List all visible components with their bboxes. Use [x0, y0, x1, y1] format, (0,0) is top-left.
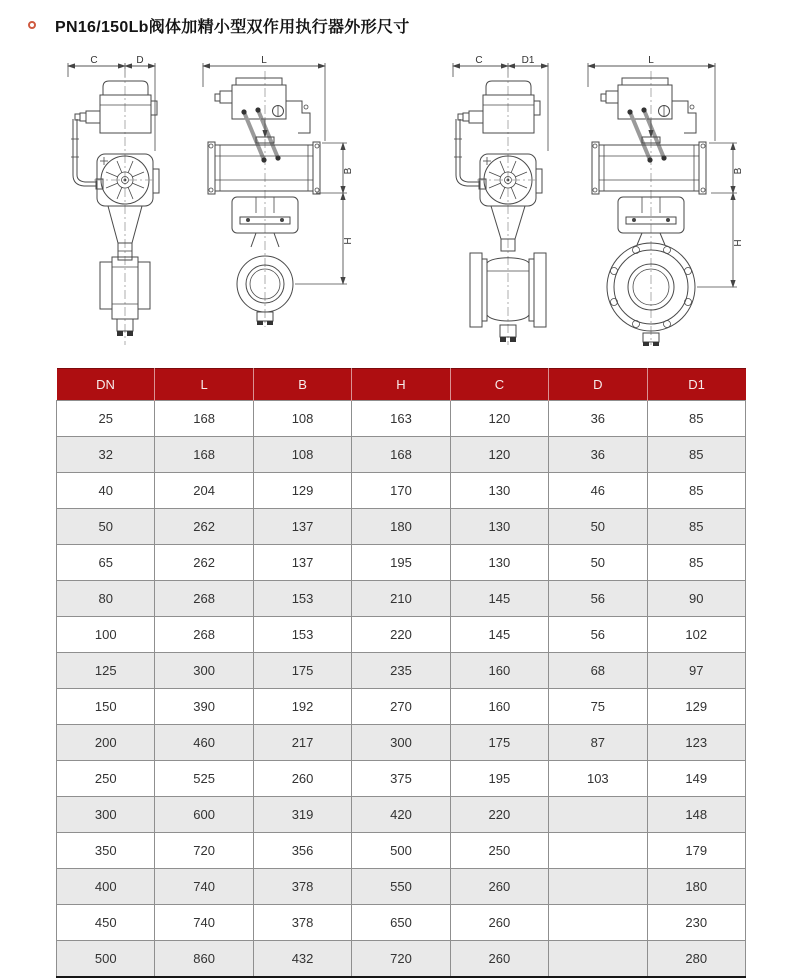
table-cell: 378 [253, 869, 351, 905]
table-cell: 356 [253, 833, 351, 869]
table-cell: 230 [647, 905, 745, 941]
table-cell: 650 [352, 905, 450, 941]
page-title: PN16/150Lb阀体加精小型双作用执行器外形尺寸 [55, 19, 410, 36]
table-cell: 145 [450, 617, 548, 653]
table-cell [549, 905, 647, 941]
table-cell: 153 [253, 581, 351, 617]
table-cell: 525 [155, 761, 253, 797]
feedback-pipe [71, 119, 103, 189]
dim-label-h: H [343, 237, 354, 245]
table-cell: 153 [253, 617, 351, 653]
table-cell: 130 [450, 545, 548, 581]
table-cell: 130 [450, 473, 548, 509]
table-cell: 319 [253, 797, 351, 833]
table-cell: 68 [549, 653, 647, 689]
table-cell: 378 [253, 905, 351, 941]
table-cell: 85 [647, 509, 745, 545]
table-cell: 600 [155, 797, 253, 833]
table-cell: 210 [352, 581, 450, 617]
table-cell: 168 [155, 437, 253, 473]
table-cell: 85 [647, 545, 745, 581]
table-cell: 129 [647, 689, 745, 725]
table-header-cell: B [253, 369, 351, 401]
table-cell: 160 [450, 653, 548, 689]
table-body [57, 401, 746, 978]
table-cell: 85 [647, 473, 745, 509]
table-cell: 130 [450, 509, 548, 545]
actuator-end-view [94, 154, 159, 206]
table-cell: 450 [57, 905, 155, 941]
table-cell: 390 [155, 689, 253, 725]
table-cell: 40 [57, 473, 155, 509]
dim-label-b: B [343, 167, 354, 175]
table-cell: 270 [352, 689, 450, 725]
table-cell: 87 [549, 725, 647, 761]
dim-label-l: L [261, 55, 267, 66]
table-cell: 120 [450, 437, 548, 473]
table-cell: 137 [253, 509, 351, 545]
table-row [57, 545, 746, 581]
table-cell: 460 [155, 725, 253, 761]
table-cell: 300 [352, 725, 450, 761]
feedback-pipe [454, 119, 486, 189]
positioner [75, 81, 157, 133]
table-cell: 148 [647, 797, 745, 833]
table-row [57, 401, 746, 437]
table-cell: 260 [450, 869, 548, 905]
table-cell: 175 [253, 653, 351, 689]
table-cell: 250 [450, 833, 548, 869]
table-cell: 85 [647, 437, 745, 473]
table-cell: 195 [450, 761, 548, 797]
table-cell: 720 [155, 833, 253, 869]
table-header-cell: C [450, 369, 548, 401]
table-cell: 220 [450, 797, 548, 833]
table-header-cell: H [352, 369, 450, 401]
table-row [57, 689, 746, 725]
table-cell: 500 [57, 941, 155, 978]
dim-label-l: L [648, 55, 654, 66]
table-row [57, 905, 746, 941]
table-cell: 97 [647, 653, 745, 689]
table-cell: 137 [253, 545, 351, 581]
table-row [57, 833, 746, 869]
table-header-cell: L [155, 369, 253, 401]
table-cell [549, 797, 647, 833]
dim-label-c: C [475, 55, 483, 66]
table-cell: 56 [549, 581, 647, 617]
table-cell: 145 [450, 581, 548, 617]
table-cell: 160 [450, 689, 548, 725]
table-row [57, 509, 746, 545]
table-cell: 192 [253, 689, 351, 725]
table-cell: 80 [57, 581, 155, 617]
table-cell: 179 [647, 833, 745, 869]
table-cell: 860 [155, 941, 253, 978]
table-cell: 129 [253, 473, 351, 509]
actuator-end-view [477, 154, 542, 206]
dim-label-c: C [90, 55, 98, 66]
table-cell: 400 [57, 869, 155, 905]
dimension-table [56, 368, 746, 978]
table-cell: 50 [57, 509, 155, 545]
table-row [57, 725, 746, 761]
table-cell: 125 [57, 653, 155, 689]
table-cell: 108 [253, 437, 351, 473]
positioner [458, 81, 540, 133]
table-cell: 220 [352, 617, 450, 653]
table-cell: 163 [352, 401, 450, 437]
table-cell: 250 [57, 761, 155, 797]
table-cell: 100 [57, 617, 155, 653]
table-cell: 150 [57, 689, 155, 725]
table-cell: 740 [155, 905, 253, 941]
table-cell: 123 [647, 725, 745, 761]
table-cell: 260 [450, 941, 548, 978]
table-row [57, 941, 746, 978]
table-row [57, 581, 746, 617]
table-cell: 204 [155, 473, 253, 509]
drawing-side-wafer [56, 57, 171, 349]
table-cell: 170 [352, 473, 450, 509]
drawing-front-wafer [198, 57, 358, 349]
drawing-front-flanged [583, 57, 748, 349]
table-cell: 36 [549, 401, 647, 437]
table-cell: 180 [647, 869, 745, 905]
table-cell: 36 [549, 437, 647, 473]
table-cell: 217 [253, 725, 351, 761]
table-cell: 65 [57, 545, 155, 581]
table-cell: 500 [352, 833, 450, 869]
table-cell: 720 [352, 941, 450, 978]
dim-label-d: D [136, 55, 144, 66]
dimension-table-grid [56, 368, 746, 978]
dimension-lines [588, 55, 744, 287]
table-cell: 350 [57, 833, 155, 869]
table-cell: 50 [549, 509, 647, 545]
actuator-cylinder [208, 142, 320, 194]
table-cell: 56 [549, 617, 647, 653]
dim-label-h: H [733, 239, 744, 247]
table-cell: 175 [450, 725, 548, 761]
table-row [57, 761, 746, 797]
actuator-cylinder [592, 142, 706, 194]
table-cell: 168 [155, 401, 253, 437]
table-cell: 25 [57, 401, 155, 437]
table-cell: 46 [549, 473, 647, 509]
dim-label-d1: D1 [521, 55, 535, 66]
table-header-cell: DN [57, 369, 155, 401]
table-cell: 420 [352, 797, 450, 833]
table-row [57, 437, 746, 473]
table-row [57, 617, 746, 653]
drawing-side-flanged [440, 57, 555, 349]
table-header-cell: D [549, 369, 647, 401]
table-cell: 432 [253, 941, 351, 978]
table-cell: 550 [352, 869, 450, 905]
table-cell: 262 [155, 545, 253, 581]
table-cell: 85 [647, 401, 745, 437]
table-cell: 375 [352, 761, 450, 797]
table-cell: 268 [155, 617, 253, 653]
table-cell: 262 [155, 509, 253, 545]
table-row [57, 869, 746, 905]
table-cell: 200 [57, 725, 155, 761]
table-cell: 75 [549, 689, 647, 725]
table-cell: 280 [647, 941, 745, 978]
table-cell: 260 [450, 905, 548, 941]
dim-label-b: B [733, 167, 744, 175]
technical-drawings [0, 0, 790, 365]
dimension-lines [68, 55, 155, 151]
table-cell: 108 [253, 401, 351, 437]
table-row [57, 473, 746, 509]
table-cell: 32 [57, 437, 155, 473]
table-cell [549, 833, 647, 869]
table-cell: 102 [647, 617, 745, 653]
table-cell: 90 [647, 581, 745, 617]
table-row [57, 797, 746, 833]
dimension-lines [203, 55, 354, 284]
table-cell: 168 [352, 437, 450, 473]
table-cell: 740 [155, 869, 253, 905]
table-cell: 103 [549, 761, 647, 797]
table-cell: 120 [450, 401, 548, 437]
table-cell: 180 [352, 509, 450, 545]
table-cell: 268 [155, 581, 253, 617]
table-cell [549, 941, 647, 978]
table-cell: 260 [253, 761, 351, 797]
table-header-row [57, 369, 746, 401]
table-cell: 50 [549, 545, 647, 581]
table-header-cell: D1 [647, 369, 745, 401]
table-cell: 195 [352, 545, 450, 581]
table-cell: 235 [352, 653, 450, 689]
table-cell: 300 [57, 797, 155, 833]
table-cell: 300 [155, 653, 253, 689]
table-cell: 149 [647, 761, 745, 797]
table-row [57, 653, 746, 689]
table-cell [549, 869, 647, 905]
